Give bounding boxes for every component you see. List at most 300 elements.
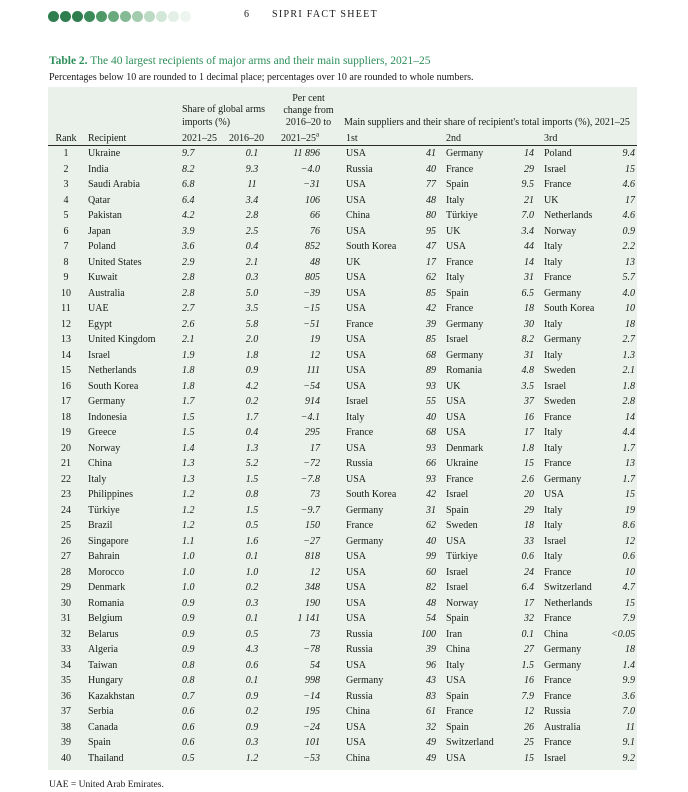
recipient-cell: United Kingdom <box>88 334 156 345</box>
share-3-cell: 7.9 <box>622 613 636 624</box>
supplier-2-cell: Sweden <box>446 520 478 531</box>
supplier-3-cell: Italy <box>544 427 563 438</box>
progress-dots-icon <box>48 11 191 22</box>
share-2021-cell: 9.7 <box>182 148 195 159</box>
share-1-cell: 40 <box>426 163 436 175</box>
change-cell: 17 <box>310 442 320 454</box>
share-2016-cell: 0.1 <box>245 551 259 562</box>
rank-cell: 29 <box>61 582 71 593</box>
change-cell: 54 <box>310 659 320 671</box>
share-2016-cell: 4.3 <box>245 644 259 655</box>
change-cell: −54 <box>303 380 320 392</box>
supplier-3-cell: France <box>544 179 572 190</box>
supplier-1-cell: France <box>346 427 374 438</box>
share-2016-cell: 2.0 <box>245 334 259 345</box>
share-2-cell: 3.5 <box>521 380 534 392</box>
supplier-1-cell: Germany <box>346 675 384 686</box>
recipient-cell: Poland <box>88 241 116 252</box>
share-2-cell: 18 <box>524 303 534 314</box>
share-2016-cell: 2.5 <box>245 225 259 237</box>
supplier-3-cell: France <box>544 737 572 748</box>
share-2-cell: 0.6 <box>521 551 534 562</box>
share-3-cell: 4.6 <box>622 210 636 221</box>
share-3-cell: 9.2 <box>622 752 636 764</box>
change-cell: 1 141 <box>297 613 320 624</box>
supplier-1-cell: USA <box>346 442 367 454</box>
share-1-cell: 39 <box>426 644 436 655</box>
table-row <box>48 658 637 674</box>
change-cell: 818 <box>305 551 320 562</box>
supplier-3-cell: Norway <box>544 225 577 237</box>
supplier-2-cell: Spain <box>446 721 469 733</box>
change-cell: 76 <box>310 225 320 237</box>
share-2-cell: 9.5 <box>521 179 534 190</box>
share-3-cell: 1.3 <box>622 349 636 361</box>
share-2016-cell: 0.9 <box>245 690 259 702</box>
supplier-1-cell: USA <box>346 551 367 562</box>
change-cell: 998 <box>305 675 320 686</box>
share-3-cell: 0.9 <box>622 225 636 237</box>
share-2021-cell: 0.5 <box>182 752 195 764</box>
recipient-cell: Ukraine <box>88 148 121 159</box>
recipient-header: Recipient <box>84 129 180 146</box>
supplier-3-cell: South Korea <box>544 303 595 314</box>
supplier-2-cell: Norway <box>446 597 479 609</box>
share-2016-cell: 11 <box>247 179 257 190</box>
share-2021-cell: 2.8 <box>182 287 195 299</box>
share-2016-cell: 0.4 <box>245 427 259 438</box>
table-row <box>48 487 637 503</box>
supplier-3-cell: Italy <box>544 349 563 361</box>
share-2-cell: 24 <box>524 566 534 578</box>
share-1-cell: 60 <box>426 566 436 578</box>
share-2021-header: 2021–25 <box>180 129 227 146</box>
table-row <box>48 239 637 255</box>
supplier-2-cell: Spain <box>446 179 469 190</box>
share-3-cell: 9.4 <box>622 148 636 159</box>
change-cell: 106 <box>305 194 320 206</box>
dot-icon <box>60 11 71 22</box>
supplier-2-cell: Türkiye <box>446 551 478 562</box>
share-3-cell: 18 <box>625 644 636 655</box>
share-2-cell: 14 <box>524 148 534 159</box>
share-3-cell: 8.6 <box>622 520 636 531</box>
recipient-cell: Norway <box>88 442 121 454</box>
supplier-2-cell: Denmark <box>446 442 484 454</box>
change-cell: 150 <box>305 520 320 531</box>
supplier-2-cell: Israel <box>446 489 469 500</box>
share-2021-cell: 1.4 <box>182 442 195 454</box>
share-2021-cell: 1.9 <box>182 349 195 361</box>
table-row <box>48 255 637 271</box>
share-1-cell: 62 <box>426 272 436 283</box>
table-row <box>48 286 637 302</box>
change-cell: 805 <box>305 272 320 283</box>
share-1-cell: 39 <box>426 318 436 330</box>
supplier-1-cell: USA <box>346 721 367 733</box>
change-cell: 73 <box>310 489 320 500</box>
share-2021-cell: 1.0 <box>182 551 195 562</box>
share-2016-cell: 0.9 <box>245 721 259 733</box>
change-cell: −7.8 <box>300 473 320 485</box>
share-2-cell: 25 <box>524 737 534 748</box>
share-2021-cell: 1.7 <box>182 396 195 407</box>
change-period-header <box>277 129 340 146</box>
share-1-cell: 93 <box>426 442 436 454</box>
recipient-cell: Brazil <box>88 520 113 531</box>
recipient-cell: Australia <box>88 287 125 299</box>
change-footnote-marker: a <box>316 130 320 139</box>
change-cell: −31 <box>303 179 320 190</box>
share-2021-cell: 3.6 <box>182 241 195 252</box>
supplier-1-cell: USA <box>346 566 367 578</box>
supplier-3-cell: France <box>544 613 572 624</box>
supplier-2-cell: USA <box>446 427 467 438</box>
share-2-cell: 26 <box>524 721 534 733</box>
supplier-3-cell: Switzerland <box>544 582 592 593</box>
recipient-cell: Greece <box>88 427 117 438</box>
share-2016-cell: 0.5 <box>245 628 259 640</box>
rank-cell: 20 <box>61 442 71 454</box>
table-row <box>48 177 637 193</box>
change-cell: 295 <box>305 427 320 438</box>
rank-cell: 2 <box>63 163 69 175</box>
supplier-3-cell: Italy <box>544 318 563 330</box>
recipient-cell: Kuwait <box>88 272 118 283</box>
share-1-cell: 17 <box>426 256 436 268</box>
supplier-3-cell: France <box>544 411 572 423</box>
share-1-cell: 40 <box>426 535 436 547</box>
share-3-cell: 11 <box>625 721 636 733</box>
table-row <box>48 751 637 767</box>
supplier-2-cell: France <box>446 706 474 717</box>
recipient-cell: Morocco <box>88 566 125 578</box>
share-2-cell: 6.5 <box>521 287 534 299</box>
share-2021-cell: 0.7 <box>182 690 195 702</box>
change-period-label: 2021–25 <box>281 133 316 144</box>
first-supplier-header: 1st <box>340 129 440 146</box>
share-2016-cell: 5.2 <box>245 458 259 469</box>
change-cell: −9.7 <box>300 504 320 516</box>
table-row <box>48 363 637 379</box>
table-row <box>48 720 637 736</box>
share-2021-cell: 0.6 <box>182 737 195 748</box>
supplier-1-cell: USA <box>346 334 367 345</box>
share-2-cell: 7.9 <box>521 690 534 702</box>
rank-header: Rank <box>48 129 84 146</box>
table-row <box>48 441 637 457</box>
recipient-cell: Indonesia <box>88 411 127 423</box>
share-group-header: Share of global arms imports (%) <box>182 104 266 128</box>
share-3-cell: 2.8 <box>622 396 636 407</box>
recipient-cell: Türkiye <box>88 504 120 516</box>
share-1-cell: 82 <box>426 582 436 593</box>
change-cell: 12 <box>310 349 320 361</box>
supplier-2-cell: Germany <box>446 148 484 159</box>
share-2-cell: 12 <box>524 706 534 717</box>
share-2021-cell: 1.2 <box>182 504 195 516</box>
table-row <box>48 162 637 178</box>
supplier-2-cell: USA <box>446 396 467 407</box>
recipient-cell: United States <box>88 256 142 268</box>
table-row <box>48 611 637 627</box>
table-row <box>48 410 637 426</box>
supplier-1-cell: China <box>346 210 370 221</box>
supplier-3-cell: Italy <box>544 551 563 562</box>
supplier-1-cell: USA <box>346 365 367 376</box>
supplier-2-cell: France <box>446 473 474 485</box>
recipient-cell: Qatar <box>88 194 111 206</box>
share-1-cell: 85 <box>426 287 436 299</box>
share-2016-cell: 0.1 <box>245 148 259 159</box>
recipient-cell: Saudi Arabia <box>88 179 140 190</box>
share-2-cell: 15 <box>524 458 534 469</box>
supplier-2-cell: Spain <box>446 287 469 299</box>
supplier-1-cell: USA <box>346 349 367 361</box>
table-subtitle: Percentages below 10 are rounded to 1 decimal place; percentages over 10 are rounded to whole numbers. <box>49 72 474 83</box>
share-3-cell: 0.6 <box>622 551 636 562</box>
change-cell: −14 <box>303 690 320 702</box>
supplier-3-cell: Netherlands <box>544 210 593 221</box>
share-2021-cell: 0.6 <box>182 706 195 717</box>
supplier-2-cell: Germany <box>446 318 484 330</box>
table-row <box>48 224 637 240</box>
share-3-cell: 2.1 <box>622 365 636 376</box>
share-3-cell: 9.1 <box>622 737 636 748</box>
recipient-cell: Belgium <box>88 613 123 624</box>
table-row <box>48 627 637 643</box>
table-row <box>48 394 637 410</box>
supplier-1-cell: Israel <box>346 396 369 407</box>
share-2016-cell: 0.5 <box>245 520 259 531</box>
supplier-2-cell: Spain <box>446 690 469 702</box>
share-3-cell: 13 <box>625 458 636 469</box>
share-1-cell: 80 <box>426 210 436 221</box>
supplier-3-cell: Italy <box>544 241 563 252</box>
supplier-3-cell: France <box>544 272 572 283</box>
rank-cell: 15 <box>61 365 71 376</box>
table-row <box>48 348 637 364</box>
share-3-cell: 1.8 <box>622 380 636 392</box>
share-2021-cell: 1.5 <box>182 427 195 438</box>
page-number: 6 <box>244 9 250 20</box>
supplier-3-cell: Sweden <box>544 396 576 407</box>
share-2-cell: 18 <box>524 520 534 531</box>
share-2021-cell: 2.1 <box>182 334 195 345</box>
recipient-cell: Hungary <box>88 675 123 686</box>
share-2016-cell: 1.5 <box>245 473 259 485</box>
share-1-cell: 93 <box>426 380 436 392</box>
rank-cell: 16 <box>61 380 71 392</box>
share-1-cell: 32 <box>426 721 436 733</box>
rank-cell: 4 <box>63 194 69 206</box>
share-2016-cell: 1.8 <box>245 349 259 361</box>
share-3-cell: 14 <box>625 411 636 423</box>
supplier-2-cell: Iran <box>446 628 463 640</box>
supplier-2-cell: Switzerland <box>446 737 494 748</box>
share-2-cell: 29 <box>524 163 534 175</box>
table-row <box>48 580 637 596</box>
share-3-cell: 4.6 <box>622 179 636 190</box>
supplier-3-cell: Israel <box>544 535 567 547</box>
share-2021-cell: 2.7 <box>182 303 195 314</box>
supplier-1-cell: South Korea <box>346 489 397 500</box>
share-2016-cell: 0.1 <box>245 675 259 686</box>
share-1-cell: 93 <box>426 473 436 485</box>
share-2021-cell: 0.8 <box>182 659 195 671</box>
share-2016-cell: 2.1 <box>245 256 259 268</box>
supplier-3-cell: Germany <box>544 659 582 671</box>
dot-icon <box>156 11 167 22</box>
change-cell: −72 <box>303 458 320 469</box>
recipient-cell: Germany <box>88 396 126 407</box>
share-3-cell: 1.4 <box>622 659 636 671</box>
rank-cell: 19 <box>61 427 71 438</box>
recipient-cell: India <box>88 163 109 175</box>
share-2021-cell: 1.3 <box>182 473 195 485</box>
share-1-cell: 96 <box>426 659 436 671</box>
supplier-1-cell: Russia <box>346 644 373 655</box>
share-2016-cell: 0.3 <box>245 597 259 609</box>
share-3-cell: 12 <box>625 535 636 547</box>
rank-cell: 1 <box>63 148 69 159</box>
supplier-3-cell: Germany <box>544 334 582 345</box>
supplier-3-cell: Germany <box>544 473 582 485</box>
change-cell: −27 <box>303 535 320 547</box>
supplier-3-cell: Israel <box>544 163 567 175</box>
share-2021-cell: 3.9 <box>182 225 195 237</box>
table-row <box>48 146 637 162</box>
share-2-cell: 30 <box>524 318 534 330</box>
table-row <box>48 549 637 565</box>
supplier-3-cell: Israel <box>544 380 567 392</box>
supplier-2-cell: UK <box>446 225 461 237</box>
recipient-cell: China <box>88 458 112 469</box>
share-2016-cell: 0.2 <box>245 582 259 593</box>
table-row <box>48 689 637 705</box>
share-2016-cell: 0.2 <box>245 396 259 407</box>
share-1-cell: 68 <box>426 349 436 361</box>
table-row <box>48 596 637 612</box>
rank-cell: 34 <box>61 659 71 671</box>
supplier-2-cell: USA <box>446 241 467 252</box>
share-2016-cell: 0.1 <box>245 613 259 624</box>
supplier-1-cell: USA <box>346 225 367 237</box>
supplier-2-cell: Spain <box>446 613 469 624</box>
supplier-2-cell: Ukraine <box>446 458 479 469</box>
share-2021-cell: 6.8 <box>182 179 195 190</box>
supplier-1-cell: Russia <box>346 163 373 175</box>
share-3-cell: 19 <box>625 504 636 516</box>
supplier-3-cell: Australia <box>544 721 581 733</box>
table-title-label: Table 2. <box>49 55 88 67</box>
supplier-1-cell: USA <box>346 303 367 314</box>
recipient-cell: Thailand <box>88 752 124 764</box>
supplier-2-cell: USA <box>446 535 467 547</box>
recipient-cell: Philippines <box>88 489 134 500</box>
share-2-cell: 29 <box>524 504 534 516</box>
supplier-2-cell: Italy <box>446 194 465 206</box>
share-1-cell: 55 <box>426 396 436 407</box>
share-3-cell: 4.7 <box>622 582 636 593</box>
supplier-1-cell: Russia <box>346 690 373 702</box>
share-1-cell: 61 <box>426 706 436 717</box>
change-cell: −39 <box>303 287 320 299</box>
share-2021-cell: 0.9 <box>182 597 195 609</box>
share-1-cell: 77 <box>426 179 436 190</box>
dot-icon <box>96 11 107 22</box>
change-cell: −4.0 <box>300 163 320 175</box>
supplier-2-cell: France <box>446 163 474 175</box>
share-1-cell: 49 <box>426 752 436 764</box>
share-3-cell: 4.0 <box>622 287 636 299</box>
share-2016-cell: 1.5 <box>245 504 259 516</box>
table-row <box>48 193 637 209</box>
supplier-3-cell: Italy <box>544 520 563 531</box>
change-cell: 66 <box>310 210 320 221</box>
supplier-1-cell: South Korea <box>346 241 397 252</box>
rank-cell: 25 <box>61 520 71 531</box>
share-2016-cell: 1.2 <box>245 752 259 764</box>
change-cell: 348 <box>305 582 320 593</box>
dot-icon <box>108 11 119 22</box>
share-2-cell: 44 <box>524 241 534 252</box>
supplier-3-cell: China <box>544 628 568 640</box>
share-2016-cell: 0.9 <box>245 365 259 376</box>
supplier-1-cell: UK <box>346 256 361 268</box>
share-2016-cell: 3.5 <box>245 303 259 314</box>
share-1-cell: 68 <box>426 427 436 438</box>
share-1-cell: 40 <box>426 411 436 423</box>
share-1-cell: 49 <box>426 737 436 748</box>
share-1-cell: 99 <box>426 551 436 562</box>
rank-cell: 10 <box>61 287 71 299</box>
change-cell: 12 <box>310 566 320 578</box>
table-row <box>48 642 637 658</box>
change-cell: −24 <box>303 721 320 733</box>
page-header <box>48 6 191 26</box>
rank-cell: 26 <box>61 535 71 547</box>
supplier-2-cell: UK <box>446 380 461 392</box>
change-group-header: Per cent change from 2016–20 to <box>283 93 334 128</box>
share-2021-cell: 1.2 <box>182 489 195 500</box>
share-3-cell: 17 <box>625 194 636 206</box>
share-1-cell: 95 <box>426 225 436 237</box>
supplier-3-cell: Italy <box>544 256 563 268</box>
supplier-1-cell: Russia <box>346 628 373 640</box>
dot-icon <box>180 11 191 22</box>
share-3-cell: 13 <box>625 256 636 268</box>
rank-cell: 22 <box>61 473 71 485</box>
share-2021-cell: 1.5 <box>182 411 195 423</box>
table-row <box>48 317 637 333</box>
change-cell: −51 <box>303 318 320 330</box>
share-2-cell: 31 <box>524 349 534 361</box>
share-3-cell: 18 <box>625 318 636 330</box>
share-3-cell: 5.7 <box>622 272 636 283</box>
change-cell: 19 <box>310 334 320 345</box>
share-2-cell: 37 <box>524 396 534 407</box>
change-cell: 101 <box>305 737 320 748</box>
rank-cell: 12 <box>61 318 71 330</box>
share-2-cell: 31 <box>524 272 534 283</box>
supplier-1-cell: USA <box>346 659 367 671</box>
supplier-3-cell: USA <box>544 489 565 500</box>
supplier-2-cell: Germany <box>446 349 484 361</box>
share-2021-cell: 0.9 <box>182 628 195 640</box>
supplier-1-cell: USA <box>346 737 367 748</box>
share-1-cell: 85 <box>426 334 436 345</box>
